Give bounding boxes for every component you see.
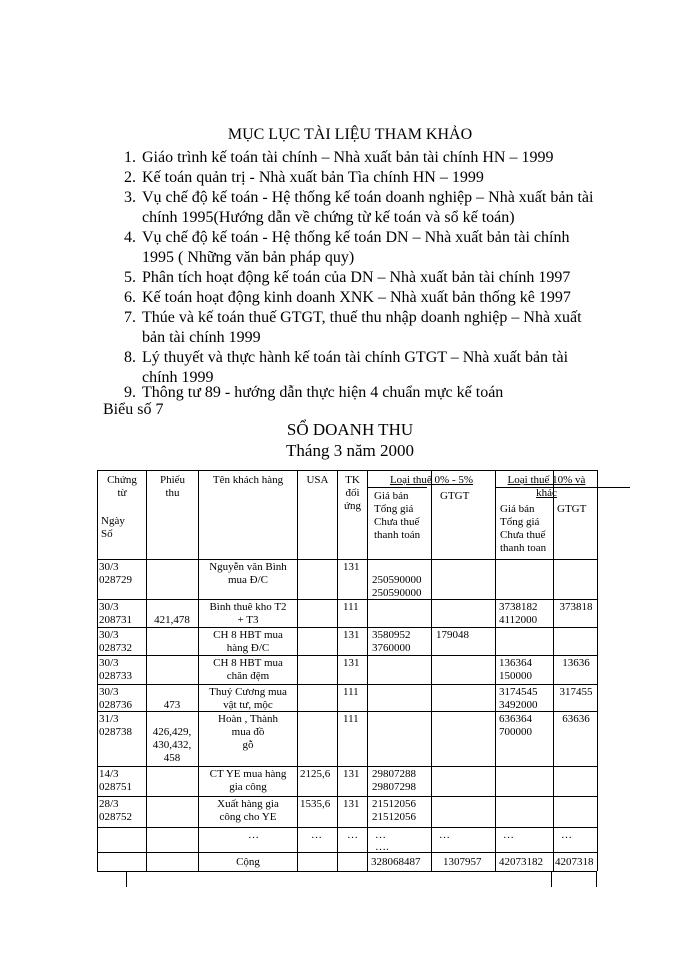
row-price-10: 700000 (499, 726, 532, 738)
sheet-label: Biểu số 7 (103, 401, 164, 418)
row-customer: chăn đệm (226, 670, 270, 682)
ellipsis-row: … (375, 829, 386, 841)
table-rule (97, 599, 597, 600)
row-vat-5: 179048 (436, 629, 469, 641)
header-tk-doi-ung: TK (345, 474, 360, 486)
table-rule (97, 627, 597, 628)
row-date: 30/3 (99, 561, 119, 573)
header-tk-doi-ung: ứng (344, 500, 361, 512)
ellipsis-row: … (503, 829, 514, 841)
header-gia-ban-5: Giá bán (374, 490, 409, 502)
row-account: 131 (343, 798, 360, 810)
row-price-5: 250590000 (372, 587, 422, 599)
row-price-5: 21512056 (372, 798, 416, 810)
table-rule (97, 766, 597, 767)
header-gia-ban-10: Giá bán (500, 503, 535, 515)
row-account: 131 (343, 768, 360, 780)
ellipsis-row: … (311, 829, 322, 841)
ellipsis-row: … (248, 829, 259, 841)
table-rule (367, 470, 368, 871)
table-rule (97, 796, 597, 797)
row-price-10: 3738182 (499, 601, 538, 613)
row-date: 30/3 (99, 686, 119, 698)
row-customer: + T3 (237, 614, 259, 626)
header-chung-tu: Chứng (107, 474, 137, 486)
table-rule (297, 470, 298, 871)
table-rule (97, 559, 597, 560)
table-rule (97, 470, 98, 871)
reference-text: bản tài chính 1999 (142, 329, 261, 346)
table-rule (97, 852, 597, 853)
table-rule (198, 470, 199, 871)
table-rule (553, 470, 554, 871)
reference-text: Lý thuyết và thực hành kế toán tài chính GTGT – Nhà xuất bản tài (142, 349, 569, 366)
row-vat-10: 317455 (559, 686, 593, 698)
reference-number: 8. (124, 349, 136, 366)
header-loai-thue-10: Loại thuế 10% và (507, 474, 586, 486)
header-usa: USA (306, 474, 329, 486)
total-price-10: 42073182 (499, 856, 543, 868)
header-gia-ban-10: thanh toan (500, 542, 547, 554)
row-voucher-number: 028738 (99, 726, 132, 738)
row-account: 111 (343, 713, 359, 725)
row-customer: mua Đ/C (227, 574, 269, 586)
row-price-5: 29807288 (372, 768, 416, 780)
row-price-5: 29807298 (372, 781, 416, 793)
total-vat-10: 4207318 (555, 856, 594, 868)
row-voucher-number: 028751 (99, 781, 132, 793)
reference-text: chính 1995(Hướng dẫn về chứng từ kế toán và sổ kế toán) (142, 209, 515, 226)
row-receipt: 473 (163, 699, 181, 711)
ellipsis-row: … (439, 829, 450, 841)
reference-text: Vụ chế độ kế toán - Hệ thống kế toán DN – Nhà xuất bản tài chính (142, 229, 570, 246)
row-vat-10: 63636 (562, 713, 590, 725)
row-price-5: 21512056 (372, 811, 416, 823)
row-customer: gia công (229, 781, 267, 793)
reference-text: Kế toán hoạt động kinh doanh XNK – Nhà xuất bản thống kê 1997 (142, 289, 571, 306)
row-voucher-number: 028732 (99, 642, 132, 654)
row-account: 111 (343, 601, 359, 613)
ellipsis-row: …. (375, 841, 389, 853)
row-price-5: 3580952 (372, 629, 411, 641)
sheet-subtitle: Tháng 3 năm 2000 (286, 441, 414, 460)
row-date: 31/3 (99, 713, 119, 725)
table-rule (97, 827, 597, 828)
ellipsis-row: … (347, 829, 358, 841)
header-phieu-thu: Phiếu (159, 474, 186, 486)
row-voucher-number: 028736 (99, 699, 132, 711)
row-receipt: 430,432, (152, 739, 192, 751)
row-customer: gỗ (242, 739, 254, 751)
table-rule (367, 487, 427, 488)
row-customer: mua đồ (231, 726, 265, 738)
reference-text: Phân tích hoạt động kế toán của DN – Nhà xuất bản tài chính 1997 (142, 269, 571, 286)
sheet-title: SỔ DOANH THU (286, 420, 414, 439)
table-rule (126, 871, 127, 887)
reference-number: 9. (124, 384, 136, 401)
table-rule (97, 470, 597, 471)
header-gia-ban-5: thanh toán (374, 529, 421, 541)
row-customer: hàng Đ/C (226, 642, 270, 654)
table-rule (551, 871, 552, 887)
reference-number: 6. (124, 289, 136, 306)
row-price-10: 150000 (499, 670, 532, 682)
table-rule (597, 470, 598, 871)
header-tk-doi-ung: đối (345, 487, 360, 499)
row-voucher-number: 208731 (99, 614, 132, 626)
reference-number: 1. (124, 149, 136, 166)
row-vat-10: 373818 (559, 601, 593, 613)
row-price-10: 3174545 (499, 686, 538, 698)
row-customer: CH 8 HBT mua (213, 629, 283, 641)
row-customer: Hoàn , Thành (218, 713, 278, 725)
row-customer: Xuất hàng gia (217, 798, 279, 810)
row-date: 30/3 (99, 629, 119, 641)
row-customer: công cho YE (219, 811, 277, 823)
total-vat-5: 1307957 (443, 856, 482, 868)
total-label: Cộng (236, 856, 260, 868)
reference-number: 7. (124, 309, 136, 326)
reference-text: Thúe và kế toán thuế GTGT, thuế thu nhập doanh nghiệp – Nhà xuất (142, 309, 582, 326)
header-loai-thue-5: Loại thuế 0% - 5% (389, 474, 474, 486)
row-customer: Thuý Cương mua (209, 686, 287, 698)
row-voucher-number: 028729 (99, 574, 132, 586)
header-gia-ban-10: Tổng giá (500, 516, 540, 528)
ellipsis-row: … (561, 829, 572, 841)
reference-number: 2. (124, 169, 136, 186)
reference-text: chính 1999 (142, 369, 214, 386)
row-receipt: 426,429, (152, 726, 192, 738)
row-customer: CT YE mua hàng (209, 768, 287, 780)
table-rule (495, 470, 496, 871)
header-gtgt-10: GTGT (557, 503, 587, 515)
reference-text: Thông tư 89 - hướng dẫn thực hiện 4 chuẩn mực kế toán (142, 384, 504, 401)
header-loai-thue-10: khác (536, 487, 557, 499)
header-ngay-so: Số (101, 528, 113, 540)
table-rule (97, 655, 597, 656)
row-voucher-number: 028752 (99, 811, 132, 823)
row-date: 30/3 (99, 601, 119, 613)
row-voucher-number: 028733 (99, 670, 132, 682)
header-ten-khach-hang: Tên khách hàng (212, 474, 284, 486)
row-price-10: 636364 (499, 713, 532, 725)
header-chung-tu: từ (117, 487, 127, 499)
row-price-10: 136364 (499, 657, 532, 669)
table-rule (97, 684, 597, 685)
header-gia-ban-5: Chưa thuế (374, 516, 420, 528)
reference-text: Vụ chế độ kế toán - Hệ thống kế toán doanh nghiệp – Nhà xuất bản tài (142, 189, 594, 206)
row-date: 28/3 (99, 798, 119, 810)
reference-number: 3. (124, 189, 136, 206)
row-date: 30/3 (99, 657, 119, 669)
row-price-10: 4112000 (499, 614, 538, 626)
total-price-5: 328068487 (371, 856, 421, 868)
row-vat-10: 13636 (562, 657, 590, 669)
reference-text: Kế toán quản trị - Nhà xuất bản Tìa chính HN – 1999 (142, 169, 484, 186)
header-gtgt-5: GTGT (440, 490, 470, 502)
row-price-5: 3760000 (372, 642, 411, 654)
row-receipt: 458 (163, 752, 181, 764)
row-customer: vật tư, mộc (223, 699, 273, 711)
reference-list-title: MỤC LỤC TÀI LIỆU THAM KHẢO (227, 126, 473, 143)
table-rule (97, 871, 597, 872)
reference-text: Giáo trình kế toán tài chính – Nhà xuất bản tài chính HN – 1999 (142, 149, 554, 166)
header-gia-ban-10: Chưa thuế (500, 529, 546, 541)
row-price-5: 250590000 (372, 574, 422, 586)
row-customer: Nguyễn văn Bình (209, 561, 287, 573)
header-phieu-thu: thu (165, 487, 180, 499)
row-receipt: 421,478 (154, 614, 190, 626)
row-price-10: 3492000 (499, 699, 538, 711)
table-rule (337, 470, 338, 871)
row-date: 14/3 (99, 768, 119, 780)
reference-number: 4. (124, 229, 136, 246)
table-rule (596, 871, 597, 887)
reference-number: 5. (124, 269, 136, 286)
row-account: 131 (343, 657, 360, 669)
header-gia-ban-5: Tổng giá (374, 503, 414, 515)
row-account: 111 (343, 686, 359, 698)
row-customer: Bình thuê kho T2 (209, 601, 287, 613)
row-account: 131 (343, 561, 360, 573)
row-customer: CH 8 HBT mua (213, 657, 283, 669)
row-account: 131 (343, 629, 360, 641)
table-rule (431, 470, 432, 871)
reference-text: 1995 ( Những văn bản pháp quy) (142, 249, 355, 266)
header-ngay-so: Ngày (101, 515, 125, 527)
row-usa: 1535,6 (300, 798, 331, 810)
table-rule (146, 470, 147, 871)
row-usa: 2125,6 (300, 768, 331, 780)
